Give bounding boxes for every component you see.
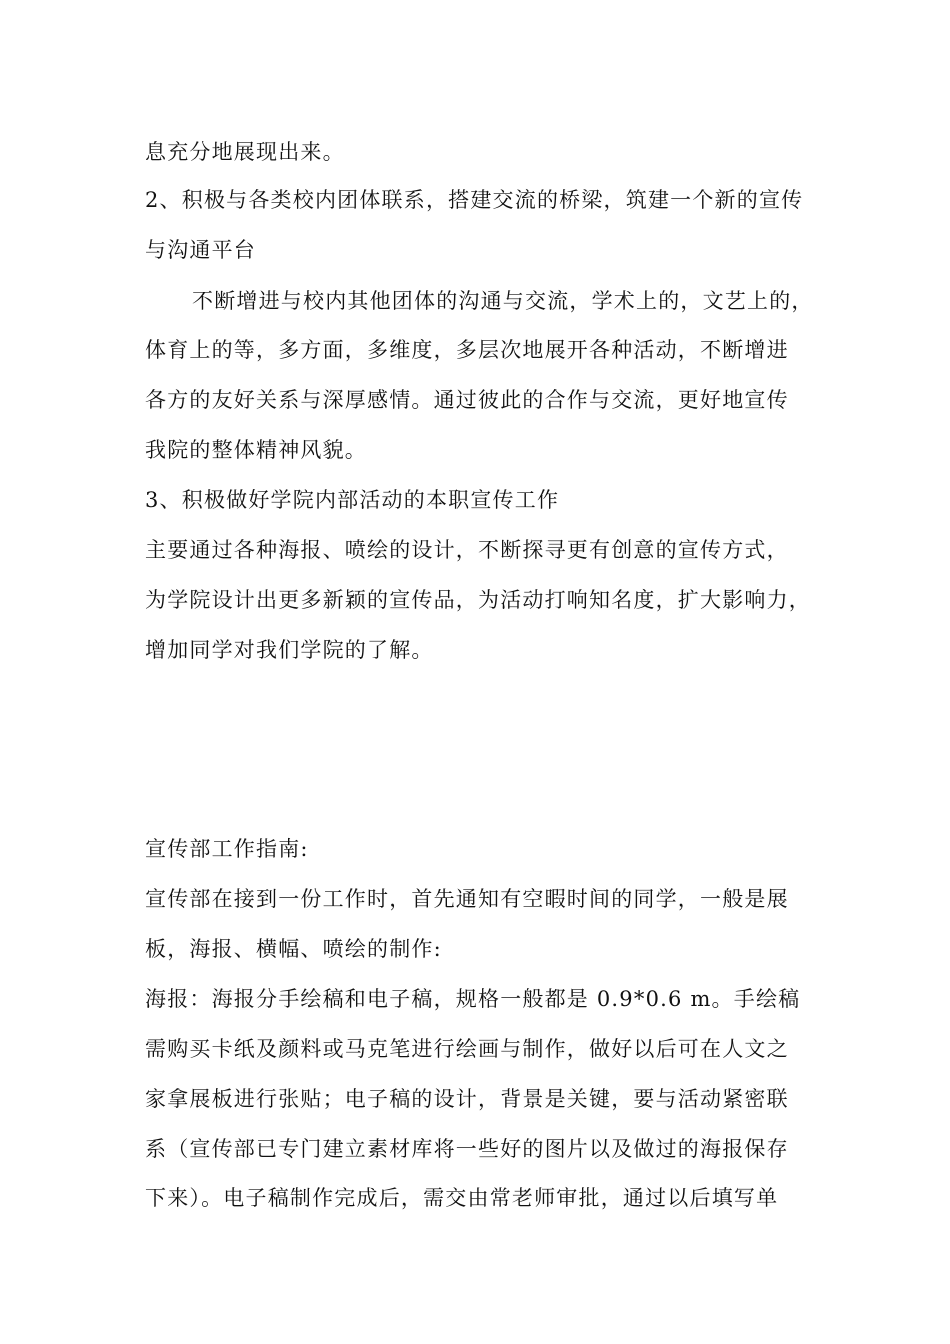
poster-line: 下来）。电子稿制作完成后，需交由常老师审批，通过以后填写单: [145, 1186, 779, 1210]
item2-heading-line1: 2、积极与各类校内团体联系，搭建交流的桥梁，筑建一个新的宣传: [145, 188, 804, 212]
poster-line: 海报：海报分手绘稿和电子稿，规格一般都是 0.9*0.6 m。手绘稿: [145, 987, 801, 1011]
item3-body-line: 增加同学对我们学院的了解。: [145, 638, 434, 662]
item3-heading: 3、积极做好学院内部活动的本职宣传工作: [145, 488, 560, 512]
poster-line: 需购买卡纸及颜料或马克笔进行绘画与制作，做好以后可在人文之: [145, 1037, 789, 1061]
guide-intro-line: 板，海报、横幅、喷绘的制作:: [145, 937, 442, 961]
item2-body-line: 体育上的等，多方面，多维度，多层次地展开各种活动，不断增进: [145, 338, 789, 362]
guide-intro-line: 宣传部在接到一份工作时，首先通知有空暇时间的同学，一般是展: [145, 887, 789, 911]
item2-body-line: 不断增进与校内其他团体的沟通与交流，学术上的，文艺上的，: [192, 289, 814, 313]
poster-line: 系（宣传部已专门建立素材库将一些好的图片以及做过的海报保存: [145, 1137, 789, 1161]
item2-body-line: 各方的友好关系与深厚感情。通过彼此的合作与交流，更好地宣传: [145, 388, 789, 412]
item3-body-line: 为学院设计出更多新颖的宣传品，为活动打响知名度，扩大影响力，: [145, 588, 811, 612]
poster-line: 家拿展板进行张贴；电子稿的设计，背景是关键，要与活动紧密联: [145, 1087, 789, 1111]
item3-body-line: 主要通过各种海报、喷绘的设计，不断探寻更有创意的宣传方式，: [145, 538, 789, 562]
item2-heading-line2: 与沟通平台: [145, 238, 256, 262]
guide-title: 宣传部工作指南:: [145, 837, 309, 861]
item2-body-line: 我院的整体精神风貌。: [145, 438, 367, 462]
paragraph-line: 息充分地展现出来。: [145, 140, 345, 164]
